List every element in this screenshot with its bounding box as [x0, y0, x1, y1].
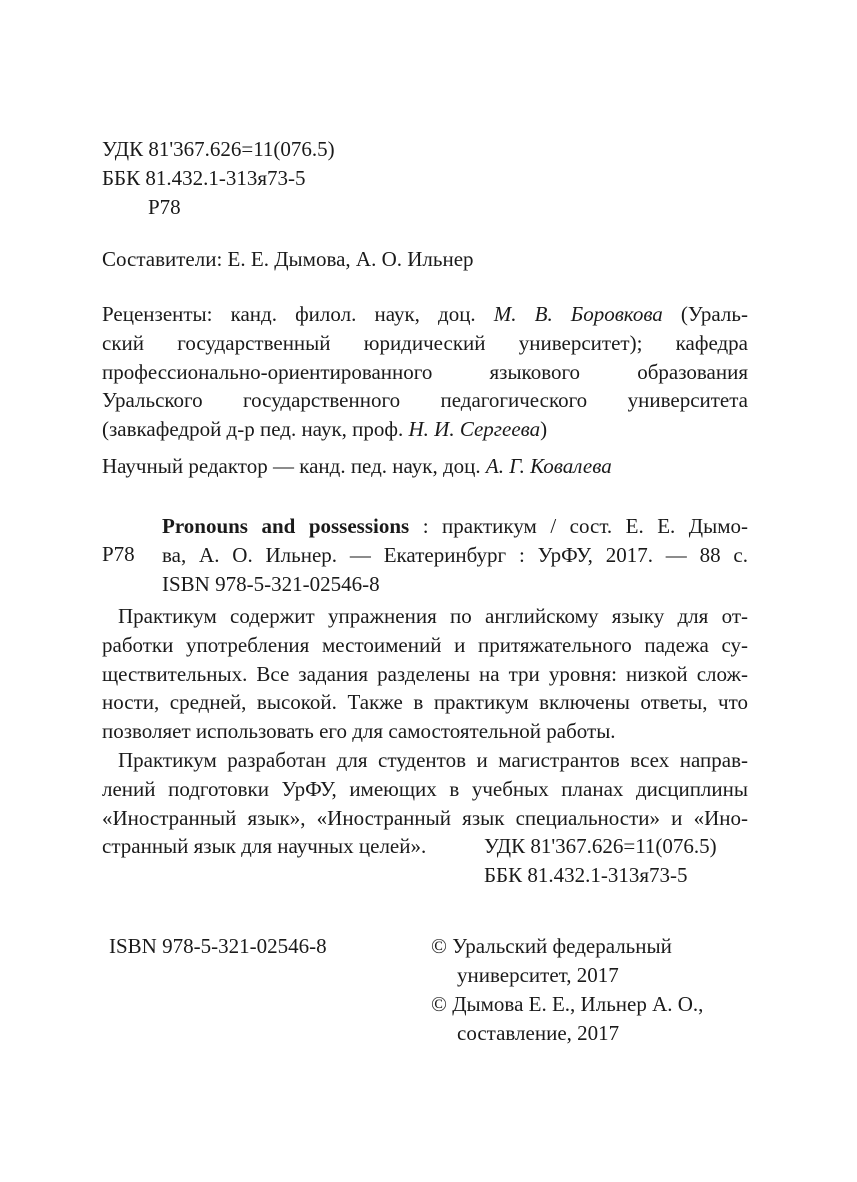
compilers-line: Составители: Е. Е. Дымова, А. О. Ильнер — [102, 247, 474, 271]
author-sign: Р78 — [148, 195, 181, 219]
reviewers-line-5 — [102, 415, 748, 444]
biblio-line-3: ISBN 978-5-321-02546-8 — [162, 572, 380, 596]
reviewers-label: Рецензенты: канд. филол. наук, доц. — [102, 302, 494, 326]
classification-bottom — [484, 832, 717, 890]
reviewers-text: (Ураль- — [662, 302, 748, 326]
reviewers-line-1 — [102, 300, 748, 329]
abstract-p2-line: Практикум разработан для студентов и магистрантов всех направ- — [118, 747, 748, 772]
reviewers-line-3: профессионально-ориентированного языкового образования — [102, 359, 748, 384]
copyright-compilers-cont: составление, 2017 — [457, 1021, 620, 1045]
abstract-p1-line: ности, средней, высокой. Также в практикум включены ответы, что — [102, 690, 748, 715]
copyright-compilers: © Дымова Е. Е., Ильнер А. О., — [431, 992, 704, 1016]
editor-label: Научный редактор — канд. пед. наук, доц. — [102, 454, 486, 478]
biblio-line-2: ва, А. О. Ильнер. — Екатеринбург : УрФУ, 2017. — 88 с. — [162, 543, 748, 567]
biblio-author-sign: Р78 — [102, 542, 135, 566]
reviewers-text: ) — [540, 417, 548, 442]
copyright-block — [431, 932, 703, 1048]
biblio-line-1 — [162, 512, 748, 541]
copyright-university: © Уральский федеральный — [431, 934, 672, 958]
editor-name: А. Г. Ковалева — [485, 454, 612, 478]
reviewers-text: (завкафедрой д-р пед. наук, проф. — [102, 417, 409, 442]
abstract-p2-line: лений подготовки УрФУ, имеющих в учебных планах дисциплины — [102, 776, 748, 801]
abstract-p2-line: странный язык для научных целей». — [102, 834, 427, 859]
abstract-p1-line: позволяет использовать его для самостоятельной работы. — [102, 719, 616, 744]
editor-line — [102, 452, 612, 481]
biblio-text: : практикум / сост. Е. Е. Дымо- — [409, 514, 749, 538]
abstract-p1-line: работки употребления местоимений и притяжательного падежа су- — [102, 632, 748, 657]
abstract-p1-line: ществительных. Все задания разделены на три уровня: низкой слож- — [102, 661, 748, 686]
classification-block — [102, 135, 335, 222]
udk-code-bottom: УДК 81'367.626=11(076.5) — [484, 834, 717, 858]
reviewer-name: М. В. Боровкова — [493, 302, 663, 326]
isbn: ISBN 978-5-321-02546-8 — [109, 934, 327, 958]
department-head-name: Н. И. Сергеева — [408, 417, 541, 442]
copyright-university-cont: университет, 2017 — [457, 963, 619, 987]
abstract-p2-line: «Иностранный язык», «Иностранный язык специальности» и «Ино- — [102, 805, 748, 830]
book-title: Pronouns and possessions — [162, 514, 410, 538]
bbk-code: ББК 81.432.1-313я73-5 — [102, 166, 306, 190]
abstract-block — [102, 602, 748, 861]
udk-code: УДК 81'367.626=11(076.5) — [102, 137, 335, 161]
bibliographic-record — [162, 512, 748, 599]
reviewers-line-4: Уральского государственного педагогического университета — [102, 388, 748, 413]
bbk-code-bottom: ББК 81.432.1-313я73-5 — [484, 863, 688, 887]
abstract-p1-line: Практикум содержит упражнения по английскому языку для от- — [118, 604, 748, 628]
reviewers-block — [102, 300, 748, 444]
reviewers-line-2: ский государственный юридический университет); кафедра — [102, 330, 748, 355]
